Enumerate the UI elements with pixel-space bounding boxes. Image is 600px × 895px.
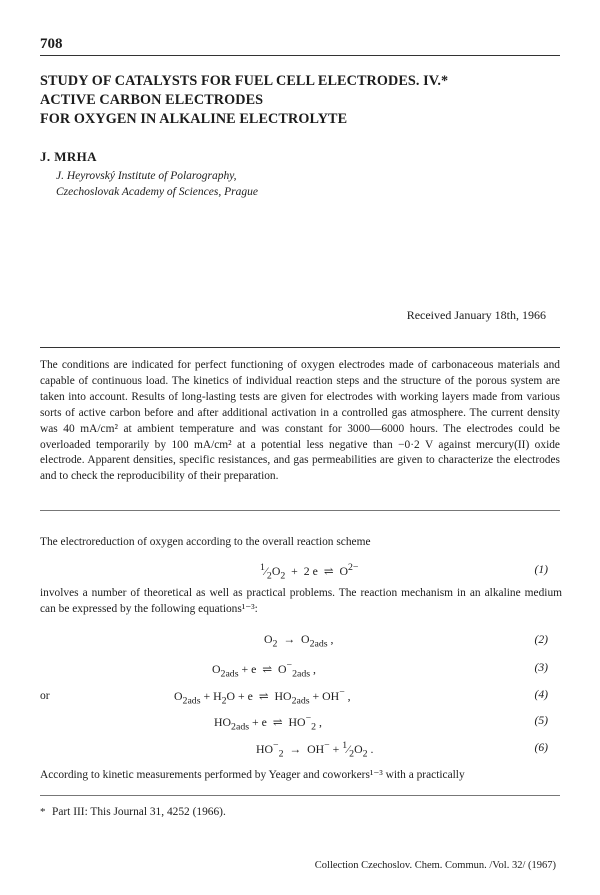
- equation-6-number: (6): [534, 741, 548, 754]
- page-number: 708: [40, 36, 63, 52]
- received-date: Received January 18th, 1966: [406, 308, 546, 322]
- abstract: The conditions are indicated for perfect functioning of oxygen electrodes made of carbonaceous materials and capable of continuous load. The kinetics of individual reaction steps and the structure of the porous system are taken into account. Results of long-lasting tests are given for electrodes with working layers made from various sorts of active carbon before and after additional activation in a controlled gas atmosphere. The current density was 40 mA/cm² at ambient temperature and was constant for 3000—6000 hours. The electrodes could be overloaded temporarily by 100 mA/cm² at a potential less negative than −0·2 V against mercury(II) oxide electrode. Apparent densities, specific resistances, and gas permeabilities are given to characterize the electrodes and to check the reproducibility of their preparation.: [40, 359, 560, 483]
- or-label: or: [40, 689, 50, 702]
- affiliation-line-2: Czechoslovak Academy of Sciences, Prague: [56, 186, 258, 198]
- equation-4-number: (4): [534, 688, 548, 701]
- abstract-top-rule: [40, 347, 560, 348]
- paper-title: [40, 72, 580, 129]
- author-name: J. MRHA: [40, 149, 97, 164]
- equation-1-number: (1): [534, 563, 548, 576]
- equation-5: $HO_{2ads} + e$ ⇌ $HO^-_2$ ,: [214, 713, 322, 733]
- footnote-text: Part III: This Journal 31, 4252 (1966).: [52, 806, 226, 818]
- header-rule: [40, 55, 560, 56]
- equation-3-number: (3): [534, 661, 548, 674]
- equation-1: $^1⁄_2O_2 + 2$ e ⇌ $O^{2-}$: [260, 562, 359, 582]
- equation-2: $O_2 \to O_{2ads}$ ,: [264, 632, 334, 650]
- equation-6: $HO^-_2 \to OH^-$ + $^1⁄_2O_2$ .: [256, 740, 374, 760]
- footnote-rule: [40, 795, 560, 796]
- intro-sentence: The electroreduction of oxygen according to the overall reaction scheme: [40, 536, 371, 548]
- affiliation-line-1: J. Heyrovský Institute of Polarography,: [56, 170, 237, 182]
- paragraph-2: involves a number of theoretical as well as practical problems. The reaction mechanism in an alkaline medium can be expressed by the following equations¹⁻³:: [40, 587, 562, 615]
- affiliation: [56, 168, 258, 200]
- abstract-bottom-rule: [40, 510, 560, 511]
- paragraph-3: According to kinetic measurements performed by Yeager and coworkers¹⁻³ with a practically: [40, 769, 465, 781]
- title-line-1: STUDY OF CATALYSTS FOR FUEL CELL ELECTRODES. IV.*: [40, 73, 449, 89]
- title-line-2: ACTIVE CARBON ELECTRODES: [40, 92, 264, 108]
- title-line-3: FOR OXYGEN IN ALKALINE ELECTROLYTE: [40, 111, 348, 127]
- equation-5-number: (5): [534, 714, 548, 727]
- equation-3: $O_{2ads} + e$ ⇌ $O^-_{2ads}$ ,: [212, 660, 317, 680]
- equation-2-number: (2): [534, 633, 548, 646]
- footnote-marker: *: [40, 806, 46, 818]
- journal-footer: Collection Czechoslov. Chem. Commun. /Vol. 32/ (1967): [314, 860, 556, 871]
- equation-4: $O_{2ads} + H_2O + e$ ⇌ $HO_{2ads} + OH^-$ ,: [174, 687, 351, 707]
